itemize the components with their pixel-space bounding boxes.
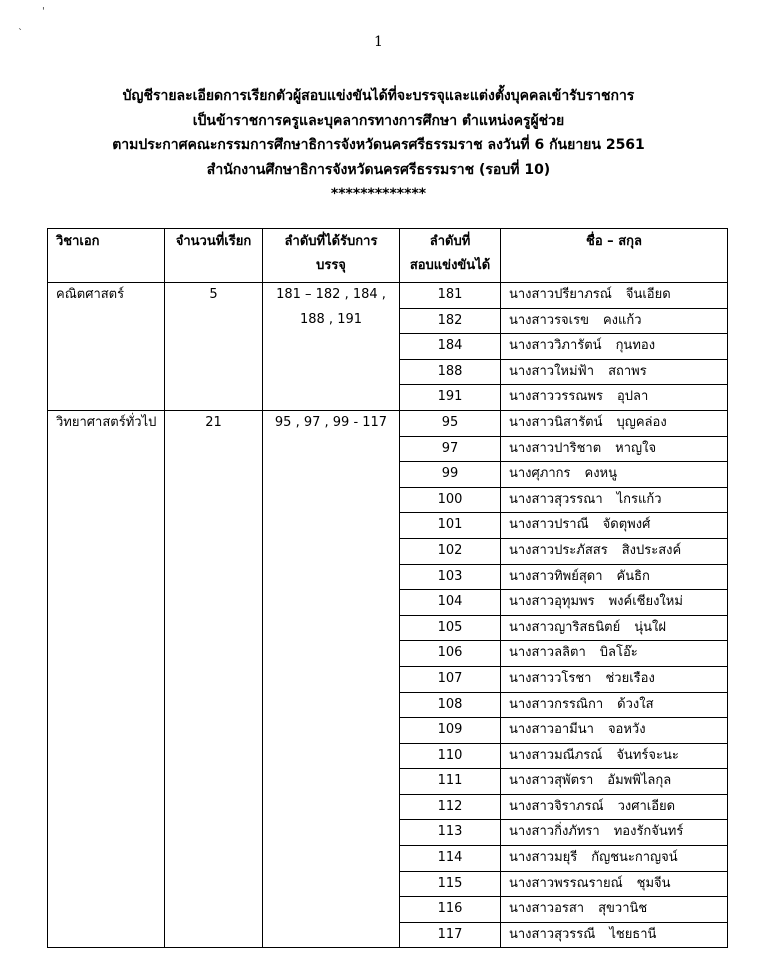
first-name: นางสาวพรรณรายณ์ <box>509 875 623 891</box>
exam-rank-cell: 181 <box>400 283 501 309</box>
exam-rank-cell: 95 <box>400 410 501 436</box>
called-count: 21 <box>205 414 222 430</box>
called-count: 5 <box>209 287 218 302</box>
first-name: นางสาวอามีนา <box>509 722 594 738</box>
table-row <box>48 410 728 436</box>
first-name: นางสาวสุวรรณี <box>509 926 596 942</box>
placement-range-cell <box>263 283 400 411</box>
exam-rank-cell: 111 <box>400 769 501 795</box>
first-name: นางสาวจิราภรณ์ <box>509 798 604 814</box>
first-name: นางสาววิภารัตน์ <box>509 338 602 354</box>
table-header-row <box>48 229 728 283</box>
name-cell <box>501 513 728 539</box>
heading-line: บัญชีรายละเอียดการเรียกตัวผู้สอบแข่งขันได้ที่จะบรรจุและแต่งตั้งบุคคลเข้ารับราชการ <box>122 88 635 104</box>
header-exam-rank <box>400 229 501 283</box>
heading-line: เป็นข้าราชการครูและบุคลากรทางการศึกษา ตำแหน่งครูผู้ช่วย <box>192 112 565 129</box>
exam-rank-cell: 117 <box>400 922 501 948</box>
name-cell <box>501 487 728 513</box>
header-line: บรรจุ <box>316 258 346 273</box>
surname: สถาพร <box>608 363 647 379</box>
name-cell <box>501 590 728 616</box>
placement-range-line: 95 , 97 , 99 - 117 <box>274 414 388 430</box>
surname: อุปลา <box>616 389 649 405</box>
first-name: นางสาวปาริชาต <box>509 440 602 456</box>
header-line: ลำดับที่ <box>429 234 471 249</box>
table-row <box>48 283 728 309</box>
major-cell <box>48 283 165 411</box>
exam-rank-cell: 116 <box>400 897 501 923</box>
surname: หาญใจ <box>615 440 657 456</box>
exam-rank-cell: 184 <box>400 334 501 360</box>
first-name: นางสาวปรียาภรณ์ <box>509 287 612 302</box>
name-cell <box>501 846 728 872</box>
header-name: ชื่อ – สกุล <box>501 229 728 283</box>
first-name: นางสาววโรชา <box>509 670 592 686</box>
exam-rank-cell: 182 <box>400 308 501 334</box>
surname: จันทร์จะนะ <box>616 747 679 763</box>
exam-rank-cell: 108 <box>400 692 501 718</box>
name-cell <box>501 641 728 667</box>
exam-rank-cell: 110 <box>400 743 501 769</box>
first-name: นางสาวรจเรข <box>509 312 589 328</box>
surname: คงหนู <box>584 466 618 482</box>
header-called: จำนวนที่เรียก <box>165 229 263 283</box>
first-name: นางสาวประภัสสร <box>509 542 608 558</box>
name-cell <box>501 308 728 334</box>
heading-line: สำนักงานศึกษาธิการจังหวัดนครศรีธรรมราช (รอบที่ 10) <box>206 161 551 178</box>
surname: ไชยธานี <box>609 926 657 942</box>
first-name: นางสาวมยุรี <box>509 850 578 866</box>
first-name: นางสาวกรรณิกา <box>509 696 604 712</box>
surname: ไกรแก้ว <box>616 491 662 507</box>
surname: บุญคล่อง <box>616 414 667 430</box>
first-name: นางสาวอรสา <box>509 901 585 917</box>
surname: กุนทอง <box>615 338 656 354</box>
surname: ทองรักจันทร์ <box>613 824 684 840</box>
exam-rank-cell: 99 <box>400 462 501 488</box>
placement-range-line: 181 – 182 , 184 , <box>276 287 386 302</box>
name-cell <box>501 564 728 590</box>
header-line: ลำดับที่ได้รับการ <box>284 234 378 249</box>
exam-rank-cell: 107 <box>400 666 501 692</box>
results-table <box>47 228 728 948</box>
name-cell <box>501 871 728 897</box>
major-cell <box>48 410 165 947</box>
exam-rank-cell: 114 <box>400 846 501 872</box>
exam-rank-cell: 100 <box>400 487 501 513</box>
placement-range-cell <box>263 410 400 947</box>
exam-rank-cell: 101 <box>400 513 501 539</box>
name-cell <box>501 794 728 820</box>
heading-stars: ************* <box>330 186 427 202</box>
first-name: นางสาวนิสารัตน์ <box>509 414 603 430</box>
surname: สุขวานิช <box>598 901 648 917</box>
first-name: นางสาวใหม่ฟ้า <box>509 363 595 379</box>
major-label: คณิตศาสตร์ <box>56 287 125 302</box>
surname: จีนเอียด <box>625 287 671 302</box>
exam-rank-cell: 103 <box>400 564 501 590</box>
first-name: นางสาวสุวรรณา <box>509 491 603 507</box>
surname: นุ่นใฝ <box>634 619 666 635</box>
header-placement-rank <box>263 229 400 283</box>
heading-line: ตามประกาศคณะกรรมการศึกษาธิการจังหวัดนครศรีธรรมราช ลงวันที่ 6 กันยายน 2561 <box>112 137 645 153</box>
name-cell <box>501 410 728 436</box>
placement-range-line: 188 , 191 <box>299 311 363 327</box>
name-cell <box>501 538 728 564</box>
major-label: วิทยาศาสตร์ทั่วไป <box>56 414 157 430</box>
surname: จัดตุพงศ์ <box>602 517 651 533</box>
first-name: นางสาวกิ่งภัทรา <box>509 824 600 840</box>
exam-rank-cell: 191 <box>400 385 501 411</box>
surname: บิลโอ๊ะ <box>599 645 638 661</box>
surname: อัมพพิไลกุล <box>607 773 672 789</box>
exam-rank-cell: 113 <box>400 820 501 846</box>
first-name: นางสาวญาริสธนิตย์ <box>509 619 621 635</box>
surname: สิงประสงค์ <box>621 542 682 558</box>
called-count-cell <box>165 283 263 411</box>
header-line: สอบแข่งขันได้ <box>409 258 491 273</box>
exam-rank-cell: 115 <box>400 871 501 897</box>
first-name: นางสาวอุทุมพร <box>509 594 595 610</box>
exam-rank-cell: 102 <box>400 538 501 564</box>
exam-rank-cell: 112 <box>400 794 501 820</box>
exam-rank-cell: 105 <box>400 615 501 641</box>
name-cell <box>501 436 728 462</box>
name-cell <box>501 692 728 718</box>
surname: ด้วงใส <box>617 696 654 712</box>
first-name: นางสาววรรณพร <box>509 389 603 405</box>
exam-rank-cell: 97 <box>400 436 501 462</box>
surname: ช่วยเรือง <box>605 670 655 686</box>
name-cell <box>501 666 728 692</box>
surname: วงศาเอียด <box>617 798 676 814</box>
exam-rank-cell: 104 <box>400 590 501 616</box>
name-cell <box>501 283 728 309</box>
exam-rank-cell: 109 <box>400 718 501 744</box>
name-cell <box>501 743 728 769</box>
name-cell <box>501 769 728 795</box>
first-name: นางสาวสุพัตรา <box>509 773 594 789</box>
name-cell <box>501 334 728 360</box>
called-count-cell <box>165 410 263 947</box>
name-cell <box>501 462 728 488</box>
scan-mark: ' <box>42 6 45 17</box>
surname: ชุมจีน <box>636 875 671 891</box>
first-name: นางสาวลลิตา <box>509 645 586 661</box>
name-cell <box>501 820 728 846</box>
surname: กัญชนะกาญจน์ <box>591 850 678 866</box>
surname: คงแก้ว <box>602 312 642 328</box>
surname: พงค์เชียงใหม่ <box>608 594 683 610</box>
header-major: วิชาเอก <box>48 229 165 283</box>
first-name: นางสาวทิพย์สุดา <box>509 568 603 584</box>
name-cell <box>501 718 728 744</box>
name-cell <box>501 922 728 948</box>
name-cell <box>501 385 728 411</box>
first-name: นางสาวมณีภรณ์ <box>509 747 603 763</box>
exam-rank-cell: 188 <box>400 359 501 385</box>
name-cell <box>501 615 728 641</box>
surname: คันธิก <box>616 568 650 584</box>
name-cell <box>501 359 728 385</box>
first-name: นางศุภากร <box>509 466 571 482</box>
document-heading <box>0 84 757 207</box>
scan-mark: ` <box>18 28 23 39</box>
page-number: 1 <box>374 34 383 50</box>
surname: จอหวัง <box>607 722 646 738</box>
name-cell <box>501 897 728 923</box>
exam-rank-cell: 106 <box>400 641 501 667</box>
first-name: นางสาวปราณี <box>509 517 589 533</box>
